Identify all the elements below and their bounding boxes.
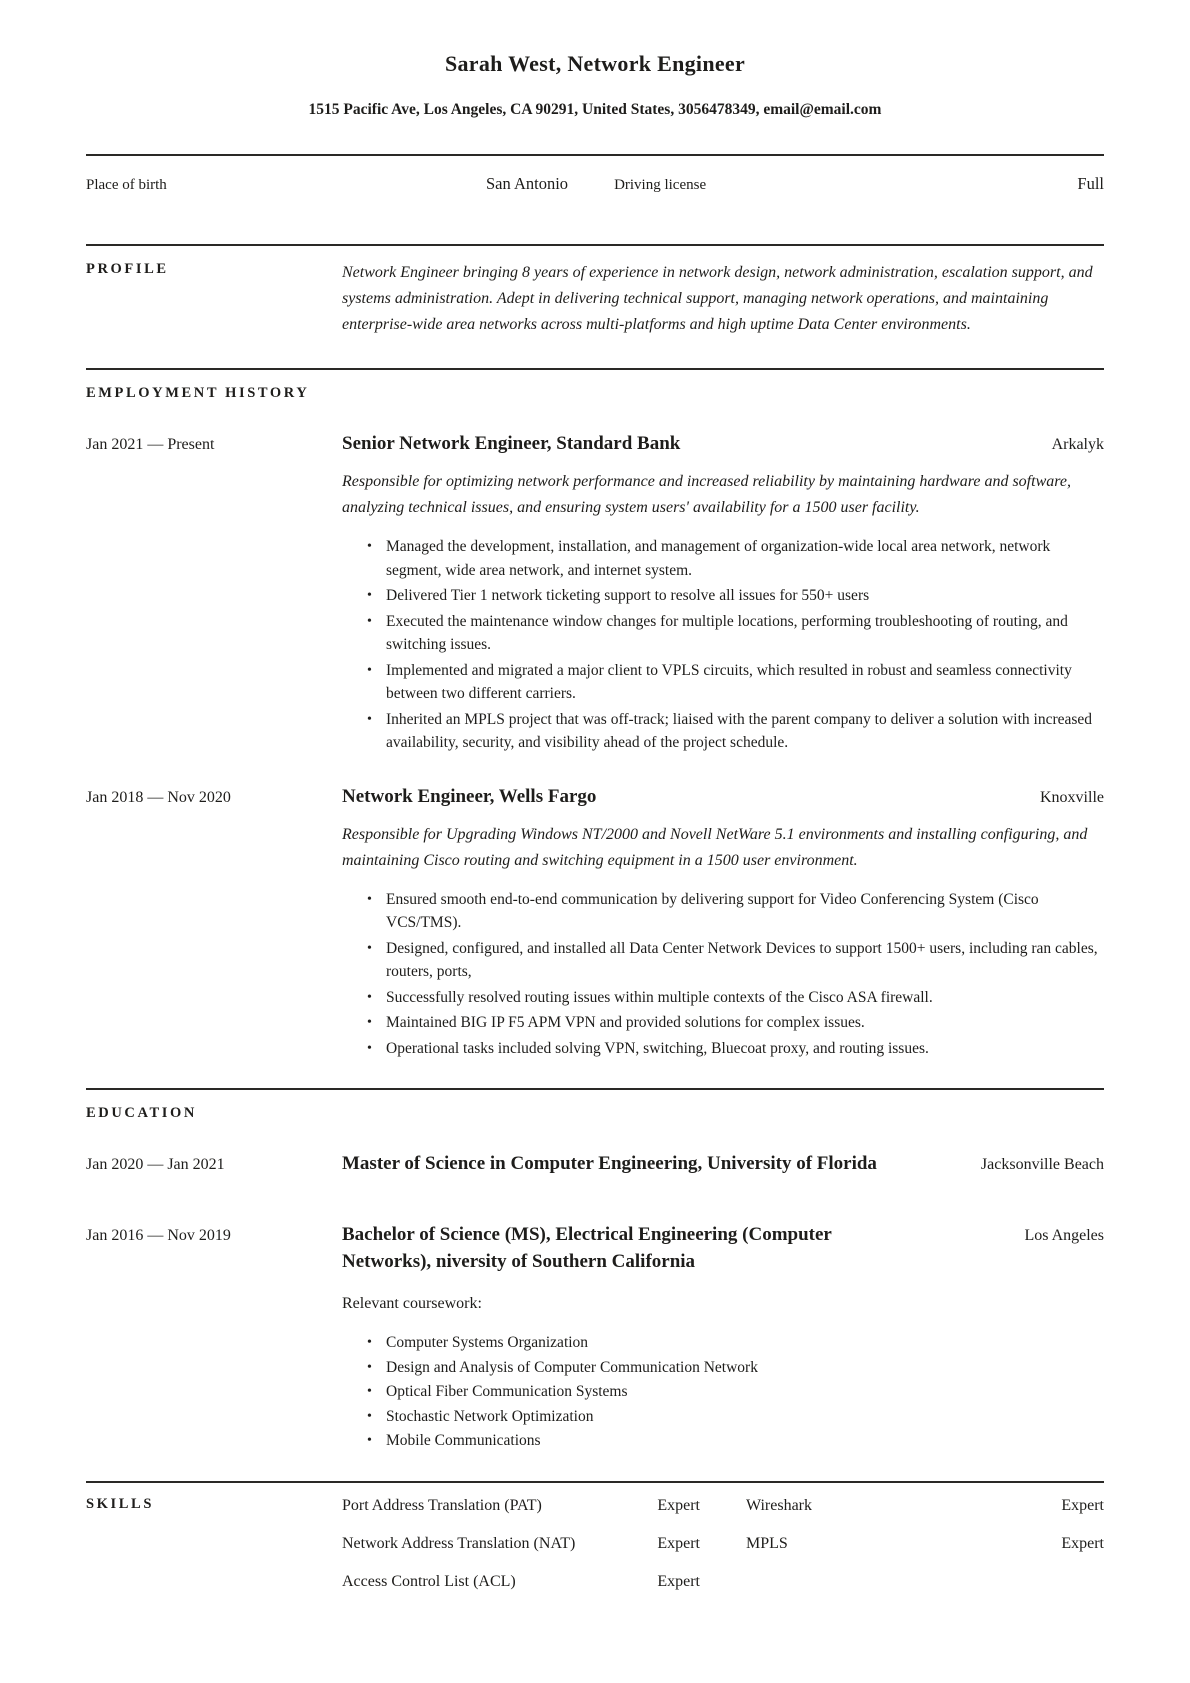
job-title: Network Engineer, Wells Fargo [342, 785, 597, 807]
skill-item [342, 1533, 700, 1555]
job-summary: Responsible for optimizing network performance and increased reliability by maintaining hardware and software, analyzing technical issues, and ensuring system users' availability for a 1500 user facility. [342, 473, 1071, 516]
details-row [86, 156, 1104, 244]
coursework-list [342, 1332, 1104, 1453]
skills-heading: SKILLS [86, 1495, 154, 1512]
job-bullet: • Inherited an MPLS project that was off-track; liaised with the parent company to deliver a solution with increased availability, security, and visibility ahead of the project schedule. [342, 708, 1104, 755]
driving-license-label: Driving license [614, 177, 707, 193]
skill-name: Port Address Translation (PAT) [342, 1496, 542, 1514]
job-summary: Responsible for Upgrading Windows NT/2000 and Novell NetWare 5.1 environments and installing configuring, and maintaining Cisco routing and switching equipment in a 1500 user environment. [342, 825, 1088, 869]
education-entry [86, 1150, 1104, 1177]
skill-level: Expert [657, 1572, 700, 1590]
job-bullet: • Ensured smooth end-to-end communication by delivering support for Video Conferencing System (Cisco VCS/TMS). [342, 888, 1104, 935]
skills-section [86, 1483, 1104, 1623]
contact-line: 1515 Pacific Ave, Los Angeles, CA 90291, United States, 3056478349, email@email.com [308, 101, 882, 118]
job-bullet: • Operational tasks included solving VPN, switching, Bluecoat proxy, and routing issues. [342, 1037, 1104, 1061]
profile-content [342, 260, 1104, 338]
job-bullet: • Implemented and migrated a major client to VPLS circuits, which resulted in robust and seamless connectivity between two different carriers. [342, 659, 1104, 706]
job-entry [86, 430, 1104, 755]
education-dates: Jan 2016 — Nov 2019 [86, 1227, 231, 1244]
education-section [86, 1090, 1104, 1481]
education-location: Los Angeles [1024, 1227, 1104, 1244]
driving-license-value: Full [1077, 174, 1104, 193]
coursework-item: • Optical Fiber Communication Systems [342, 1381, 1104, 1404]
skill-item [746, 1495, 1104, 1517]
job-bullet-list [342, 535, 1104, 755]
job-bullet: • Successfully resolved routing issues within multiple contexts of the Cisco ASA firewall. [342, 986, 1104, 1010]
skill-item [746, 1533, 1104, 1555]
skill-level: Expert [657, 1534, 700, 1552]
profile-side-col [86, 260, 342, 338]
resume-header [86, 50, 1104, 120]
education-location: Jacksonville Beach [980, 1156, 1104, 1173]
coursework-item: • Mobile Communications [342, 1430, 1104, 1453]
job-bullet-list [342, 888, 1104, 1061]
coursework-label: Relevant coursework: [342, 1295, 482, 1312]
job-bullet: • Designed, configured, and installed all Data Center Network Devices to support 1500+ users, including ran cables, routers, ports, [342, 937, 1104, 984]
skill-name: MPLS [746, 1534, 788, 1552]
skills-side-col [86, 1495, 342, 1593]
skills-grid [342, 1495, 1104, 1593]
place-of-birth-value: San Antonio [486, 174, 569, 193]
job-bullet: • Executed the maintenance window changes for multiple locations, performing troubleshooting of routing, and switching issues. [342, 610, 1104, 657]
education-entry [86, 1221, 1104, 1453]
skill-name: Network Address Translation (NAT) [342, 1534, 576, 1552]
job-location: Knoxville [1040, 788, 1104, 806]
job-entry [86, 783, 1104, 1061]
skill-item [342, 1495, 700, 1517]
education-dates: Jan 2020 — Jan 2021 [86, 1156, 225, 1173]
employment-section [86, 370, 1104, 1088]
education-title-row [342, 1221, 1104, 1275]
employment-heading: EMPLOYMENT HISTORY [86, 385, 310, 401]
skill-name: Access Control List (ACL) [342, 1572, 516, 1590]
education-heading: EDUCATION [86, 1105, 197, 1121]
job-body [342, 430, 1104, 755]
skill-item [342, 1571, 700, 1593]
job-bullet: • Delivered Tier 1 network ticketing support to resolve all issues for 550+ users [342, 584, 1104, 608]
education-title-row [342, 1150, 1104, 1177]
skill-level: Expert [1061, 1534, 1104, 1552]
job-title-row [342, 783, 1104, 810]
job-title: Senior Network Engineer, Standard Bank [342, 433, 681, 454]
profile-summary: Network Engineer bringing 8 years of experience in network design, network administration, escalation support, and systems administration. Adept in delivering technical support, managing network operations, and maintaining enterprise-wide area networks across multi-platforms and high uptime Data Center environments. [342, 264, 1093, 333]
place-of-birth-label: Place of birth [86, 177, 167, 193]
education-body [342, 1221, 1104, 1453]
job-dates: Jan 2021 — Present [86, 436, 215, 453]
coursework-item: • Stochastic Network Optimization [342, 1406, 1104, 1429]
job-title-row [342, 430, 1104, 457]
profile-heading: PROFILE [86, 261, 169, 277]
skill-name: Wireshark [746, 1496, 812, 1514]
education-title: Master of Science in Computer Engineering, University of Florida [342, 1153, 877, 1174]
skill-level: Expert [657, 1496, 700, 1514]
job-bullet: • Managed the development, installation, and management of organization-wide local area network, network segment, wide area network, and internet system. [342, 535, 1104, 582]
coursework-item: • Computer Systems Organization [342, 1332, 1104, 1355]
education-title: Bachelor of Science (MS), Electrical Engineering (Computer Networks), niversity of Southern California [342, 1224, 832, 1272]
job-location: Arkalyk [1051, 436, 1104, 453]
page-title: Sarah West, Network Engineer [444, 51, 746, 76]
skill-level: Expert [1061, 1496, 1104, 1514]
job-bullet: • Maintained BIG IP F5 APM VPN and provided solutions for complex issues. [342, 1011, 1104, 1035]
coursework-item: • Design and Analysis of Computer Communication Network [342, 1357, 1104, 1380]
job-dates: Jan 2018 — Nov 2020 [86, 788, 231, 806]
profile-section [86, 246, 1104, 368]
job-body [342, 783, 1104, 1061]
education-body [342, 1150, 1104, 1177]
